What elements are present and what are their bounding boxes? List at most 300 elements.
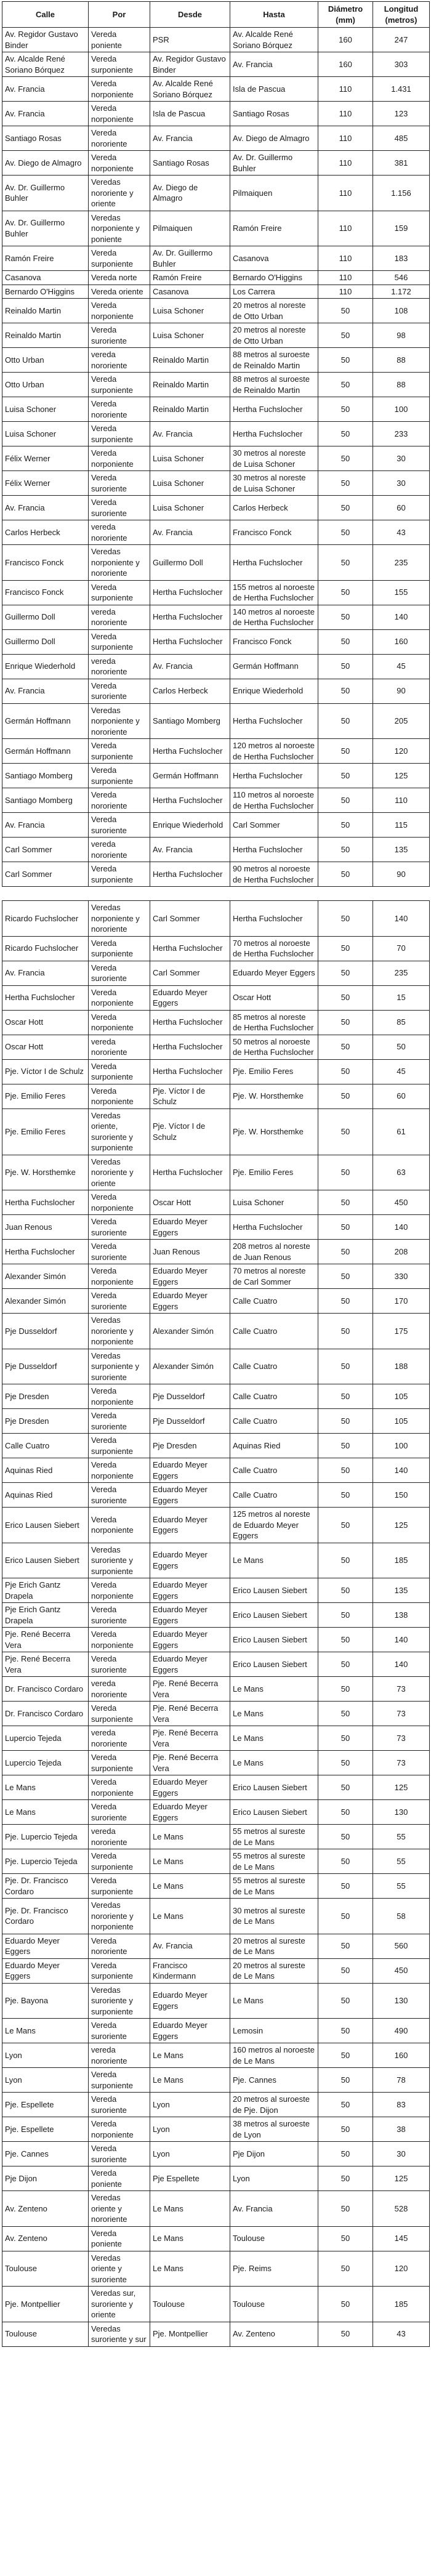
- cell-por: Vereda norponiente: [89, 1264, 150, 1289]
- cell-longitud: 138: [373, 1603, 430, 1628]
- table-row: [2, 1434, 430, 1458]
- table-row: [2, 1409, 430, 1434]
- cell-desde: Santiago Momberg: [150, 703, 230, 739]
- table-row: [2, 1190, 430, 1215]
- cell-hasta: Lyon: [230, 2166, 318, 2191]
- cell-hasta: Francisco Fonck: [230, 629, 318, 654]
- cell-longitud: 125: [373, 764, 430, 788]
- table-row: [2, 545, 430, 581]
- cell-calle: Dr. Francisco Cordaro: [2, 1677, 89, 1702]
- cell-longitud: 150: [373, 1483, 430, 1508]
- cell-hasta: Pje. W. Horsthemke: [230, 1108, 318, 1155]
- cell-longitud: 330: [373, 1264, 430, 1289]
- cell-diametro: 50: [318, 471, 373, 496]
- cell-hasta: 30 metros al noreste de Luisa Schoner: [230, 446, 318, 471]
- cell-desde: Eduardo Meyer Eggers: [150, 1543, 230, 1578]
- cell-diametro: 50: [318, 1934, 373, 1958]
- cell-calle: Pje. Lupercio Tejeda: [2, 1849, 89, 1874]
- cell-desde: Santiago Rosas: [150, 151, 230, 176]
- cell-desde: Le Mans: [150, 2226, 230, 2251]
- pipe-table-2: [2, 900, 430, 2347]
- cell-por: Vereda surponiente: [89, 373, 150, 397]
- cell-longitud: 73: [373, 1677, 430, 1702]
- cell-desde: Luisa Schoner: [150, 496, 230, 520]
- cell-calle: Hertha Fuchslocher: [2, 985, 89, 1010]
- cell-desde: Hertha Fuchslocher: [150, 580, 230, 605]
- table-row: [2, 422, 430, 446]
- cell-calle: Pje. Emilio Feres: [2, 1108, 89, 1155]
- table-row: [2, 2142, 430, 2166]
- cell-hasta: Hertha Fuchslocher: [230, 838, 318, 862]
- cell-por: Vereda poniente: [89, 28, 150, 52]
- table-row: [2, 1652, 430, 1677]
- table-row: [2, 2287, 430, 2322]
- cell-desde: Le Mans: [150, 2068, 230, 2093]
- cell-por: Veredas norponiente y nororiente: [89, 545, 150, 581]
- cell-longitud: 60: [373, 1084, 430, 1108]
- table-row: [2, 446, 430, 471]
- table-row: [2, 176, 430, 211]
- cell-calle: Alexander Simón: [2, 1264, 89, 1289]
- cell-longitud: 1.156: [373, 176, 430, 211]
- cell-por: Veredas norponiente y nororiente: [89, 703, 150, 739]
- cell-longitud: 100: [373, 1434, 430, 1458]
- cell-desde: Eduardo Meyer Eggers: [150, 1983, 230, 2019]
- cell-diametro: 50: [318, 1899, 373, 1934]
- cell-por: Vereda suroriente: [89, 1289, 150, 1314]
- cell-desde: Pje. René Becerra Vera: [150, 1677, 230, 1702]
- cell-diametro: 50: [318, 1010, 373, 1035]
- cell-hasta: Calle Cuatro: [230, 1384, 318, 1409]
- cell-calle: Eduardo Meyer Eggers: [2, 1934, 89, 1958]
- cell-desde: Le Mans: [150, 1874, 230, 1899]
- cell-calle: Av. Zenteno: [2, 2191, 89, 2227]
- cell-desde: Eduardo Meyer Eggers: [150, 1775, 230, 1800]
- cell-diametro: 50: [318, 605, 373, 629]
- cell-hasta: 20 metros al suroeste de Pje. Dijon: [230, 2093, 318, 2117]
- cell-desde: Eduardo Meyer Eggers: [150, 1215, 230, 1240]
- cell-longitud: 125: [373, 2166, 430, 2191]
- cell-calle: Av. Francia: [2, 496, 89, 520]
- cell-desde: Pje. René Becerra Vera: [150, 1726, 230, 1751]
- cell-longitud: 88: [373, 373, 430, 397]
- cell-calle: Calle Cuatro: [2, 1434, 89, 1458]
- cell-desde: Carlos Herbeck: [150, 679, 230, 703]
- cell-por: Vereda suroriente: [89, 2093, 150, 2117]
- cell-diametro: 50: [318, 580, 373, 605]
- cell-calle: Reinaldo Martin: [2, 323, 89, 348]
- cell-desde: Eduardo Meyer Eggers: [150, 1578, 230, 1603]
- cell-por: Vereda suroriente: [89, 1652, 150, 1677]
- cell-diametro: 50: [318, 739, 373, 764]
- cell-por: Vereda norponiente: [89, 77, 150, 102]
- cell-por: Vereda suroriente: [89, 1409, 150, 1434]
- cell-calle: Pje. Espellete: [2, 2117, 89, 2142]
- cell-diametro: 110: [318, 102, 373, 126]
- cell-diametro: 50: [318, 1108, 373, 1155]
- cell-longitud: 546: [373, 271, 430, 285]
- cell-por: Vereda nororiente: [89, 397, 150, 422]
- cell-hasta: Carlos Herbeck: [230, 496, 318, 520]
- cell-desde: Av. Dr. Guillermo Buhler: [150, 246, 230, 271]
- cell-calle: Lyon: [2, 2068, 89, 2093]
- cell-hasta: 85 metros al noreste de Hertha Fuchslocher: [230, 1010, 318, 1035]
- cell-longitud: 60: [373, 496, 430, 520]
- cell-calle: Santiago Rosas: [2, 126, 89, 151]
- cell-calle: Av. Francia: [2, 77, 89, 102]
- table-row: [2, 1289, 430, 1314]
- table-row: [2, 2322, 430, 2346]
- cell-hasta: 88 metros al suroeste de Reinaldo Martin: [230, 373, 318, 397]
- cell-diametro: 50: [318, 1059, 373, 1084]
- cell-hasta: Pje. Reims: [230, 2251, 318, 2287]
- table-row: [2, 580, 430, 605]
- table-row: [2, 2166, 430, 2191]
- table-row: [2, 1849, 430, 1874]
- cell-longitud: 108: [373, 299, 430, 323]
- cell-diametro: 50: [318, 323, 373, 348]
- cell-desde: Pje. René Becerra Vera: [150, 1702, 230, 1726]
- cell-longitud: 450: [373, 1958, 430, 1983]
- cell-calle: Le Mans: [2, 1800, 89, 1825]
- cell-hasta: Hertha Fuchslocher: [230, 397, 318, 422]
- cell-por: Vereda surponiente: [89, 52, 150, 77]
- cell-diametro: 50: [318, 1751, 373, 1775]
- cell-desde: Pje. Víctor I de Schulz: [150, 1108, 230, 1155]
- cell-por: Vereda norte: [89, 271, 150, 285]
- cell-desde: Luisa Schoner: [150, 323, 230, 348]
- cell-calle: Enrique Wiederhold: [2, 654, 89, 679]
- cell-longitud: 490: [373, 2019, 430, 2043]
- cell-desde: Carl Sommer: [150, 901, 230, 937]
- cell-hasta: Hertha Fuchslocher: [230, 703, 318, 739]
- cell-por: Vereda norponiente: [89, 1384, 150, 1409]
- cell-desde: Eduardo Meyer Eggers: [150, 1289, 230, 1314]
- cell-hasta: Luisa Schoner: [230, 1190, 318, 1215]
- table-header-row: [2, 2, 430, 28]
- cell-desde: Le Mans: [150, 2043, 230, 2068]
- cell-por: Vereda norponiente: [89, 985, 150, 1010]
- cell-hasta: 155 metros al noroeste de Hertha Fuchslocher: [230, 580, 318, 605]
- table-row: [2, 1628, 430, 1652]
- cell-diametro: 50: [318, 1983, 373, 2019]
- cell-desde: Eduardo Meyer Eggers: [150, 1800, 230, 1825]
- cell-hasta: Bernardo O'Higgins: [230, 271, 318, 285]
- table-row: [2, 1800, 430, 1825]
- cell-por: vereda nororiente: [89, 1677, 150, 1702]
- cell-diametro: 50: [318, 2251, 373, 2287]
- table-row: [2, 1702, 430, 1726]
- cell-longitud: 188: [373, 1349, 430, 1384]
- cell-desde: Reinaldo Martin: [150, 397, 230, 422]
- table-row: [2, 151, 430, 176]
- table-row: [2, 703, 430, 739]
- cell-hasta: Erico Lausen Siebert: [230, 1578, 318, 1603]
- cell-calle: Ramón Freire: [2, 246, 89, 271]
- cell-por: Veredas suroriente y sur: [89, 2322, 150, 2346]
- cell-hasta: 208 metros al noreste de Juan Renous: [230, 1240, 318, 1264]
- cell-diametro: 50: [318, 1483, 373, 1508]
- cell-longitud: 145: [373, 2226, 430, 2251]
- cell-longitud: 70: [373, 936, 430, 961]
- cell-longitud: 140: [373, 1215, 430, 1240]
- cell-por: Vereda norponiente: [89, 1628, 150, 1652]
- cell-desde: Alexander Simón: [150, 1349, 230, 1384]
- table-row: [2, 2226, 430, 2251]
- cell-por: Vereda norponiente: [89, 151, 150, 176]
- cell-desde: Av. Francia: [150, 126, 230, 151]
- table-row: [2, 285, 430, 299]
- cell-hasta: Pje. Emilio Feres: [230, 1059, 318, 1084]
- cell-calle: Pje Erich Gantz Drapela: [2, 1578, 89, 1603]
- cell-calle: Toulouse: [2, 2251, 89, 2287]
- table-row: [2, 1084, 430, 1108]
- cell-hasta: Le Mans: [230, 1983, 318, 2019]
- cell-desde: Toulouse: [150, 2287, 230, 2322]
- cell-por: Vereda poniente: [89, 2166, 150, 2191]
- cell-diametro: 110: [318, 176, 373, 211]
- table-row: [2, 1264, 430, 1289]
- cell-longitud: 63: [373, 1155, 430, 1190]
- cell-desde: Eduardo Meyer Eggers: [150, 1628, 230, 1652]
- cell-desde: Hertha Fuchslocher: [150, 605, 230, 629]
- cell-desde: PSR: [150, 28, 230, 52]
- cell-hasta: Le Mans: [230, 1751, 318, 1775]
- header-desde: Desde: [150, 2, 230, 28]
- cell-desde: Oscar Hott: [150, 1190, 230, 1215]
- cell-por: Veredas oriente, suroriente y surponiente: [89, 1108, 150, 1155]
- cell-calle: Reinaldo Martin: [2, 299, 89, 323]
- table-row: [2, 1934, 430, 1958]
- cell-longitud: 120: [373, 2251, 430, 2287]
- cell-longitud: 560: [373, 1934, 430, 1958]
- cell-desde: Pje Espellete: [150, 2166, 230, 2191]
- table-row: [2, 373, 430, 397]
- cell-por: Veredas norponiente y nororiente: [89, 901, 150, 937]
- cell-longitud: 1.431: [373, 77, 430, 102]
- cell-diametro: 50: [318, 2117, 373, 2142]
- cell-por: vereda nororiente: [89, 1825, 150, 1849]
- cell-hasta: Hertha Fuchslocher: [230, 901, 318, 937]
- cell-desde: Hertha Fuchslocher: [150, 739, 230, 764]
- table-row: [2, 1899, 430, 1934]
- cell-desde: Pje. René Becerra Vera: [150, 1751, 230, 1775]
- cell-hasta: Lemosin: [230, 2019, 318, 2043]
- cell-diametro: 50: [318, 2043, 373, 2068]
- cell-hasta: Toulouse: [230, 2287, 318, 2322]
- cell-diametro: 50: [318, 985, 373, 1010]
- cell-desde: Reinaldo Martin: [150, 348, 230, 373]
- cell-hasta: Pje. W. Horsthemke: [230, 1084, 318, 1108]
- table-row: [2, 77, 430, 102]
- cell-longitud: 45: [373, 1059, 430, 1084]
- cell-longitud: 155: [373, 580, 430, 605]
- table-row: [2, 2043, 430, 2068]
- cell-calle: Pje Dusseldorf: [2, 1349, 89, 1384]
- table-row: [2, 1458, 430, 1483]
- table-row: [2, 496, 430, 520]
- cell-longitud: 123: [373, 102, 430, 126]
- cell-longitud: 205: [373, 703, 430, 739]
- table-row: [2, 1603, 430, 1628]
- cell-longitud: 105: [373, 1409, 430, 1434]
- table-row: [2, 838, 430, 862]
- cell-desde: Eduardo Meyer Eggers: [150, 2019, 230, 2043]
- cell-por: Vereda surponiente: [89, 629, 150, 654]
- cell-calle: Oscar Hott: [2, 1010, 89, 1035]
- table-row: [2, 1349, 430, 1384]
- cell-longitud: 235: [373, 961, 430, 985]
- cell-diametro: 50: [318, 422, 373, 446]
- cell-por: Vereda suroriente: [89, 471, 150, 496]
- cell-longitud: 140: [373, 1652, 430, 1677]
- cell-por: Vereda suroriente: [89, 323, 150, 348]
- cell-calle: Hertha Fuchslocher: [2, 1190, 89, 1215]
- table-row: [2, 901, 430, 937]
- cell-diametro: 110: [318, 126, 373, 151]
- table-row: [2, 1108, 430, 1155]
- cell-desde: Reinaldo Martin: [150, 373, 230, 397]
- cell-por: Veredas sur, suroriente y oriente: [89, 2287, 150, 2322]
- cell-desde: Ramón Freire: [150, 271, 230, 285]
- cell-hasta: Ramón Freire: [230, 211, 318, 246]
- cell-desde: Lyon: [150, 2093, 230, 2117]
- cell-por: Vereda surponiente: [89, 1702, 150, 1726]
- cell-calle: Eduardo Meyer Eggers: [2, 1958, 89, 1983]
- cell-diametro: 50: [318, 1825, 373, 1849]
- cell-longitud: 30: [373, 446, 430, 471]
- table-row: [2, 1155, 430, 1190]
- cell-longitud: 50: [373, 1035, 430, 1059]
- cell-longitud: 135: [373, 1578, 430, 1603]
- header-longitud: Longitud (metros): [373, 2, 430, 28]
- cell-calle: Juan Renous: [2, 1215, 89, 1240]
- cell-diametro: 50: [318, 1409, 373, 1434]
- cell-diametro: 50: [318, 520, 373, 545]
- header-por: Por: [89, 2, 150, 28]
- cell-diametro: 50: [318, 2166, 373, 2191]
- cell-longitud: 1.172: [373, 285, 430, 299]
- table-row: [2, 2251, 430, 2287]
- cell-hasta: Calle Cuatro: [230, 1409, 318, 1434]
- cell-calle: Guillermo Doll: [2, 605, 89, 629]
- cell-calle: Pje. Lupercio Tejeda: [2, 1825, 89, 1849]
- cell-diametro: 50: [318, 373, 373, 397]
- cell-por: Vereda suroriente: [89, 1483, 150, 1508]
- cell-diametro: 50: [318, 1578, 373, 1603]
- cell-hasta: Santiago Rosas: [230, 102, 318, 126]
- cell-hasta: Hertha Fuchslocher: [230, 1215, 318, 1240]
- cell-hasta: Pje. Cannes: [230, 2068, 318, 2093]
- cell-por: vereda nororiente: [89, 605, 150, 629]
- cell-calle: Francisco Fonck: [2, 580, 89, 605]
- cell-calle: Pje. Bayona: [2, 1983, 89, 2019]
- cell-diametro: 50: [318, 1726, 373, 1751]
- cell-calle: Pje. Dr. Francisco Cordaro: [2, 1874, 89, 1899]
- cell-por: Vereda norponiente: [89, 1084, 150, 1108]
- cell-hasta: Calle Cuatro: [230, 1314, 318, 1349]
- table-row: [2, 211, 430, 246]
- cell-hasta: Isla de Pascua: [230, 77, 318, 102]
- cell-diametro: 50: [318, 1603, 373, 1628]
- cell-desde: Av. Francia: [150, 838, 230, 862]
- cell-desde: Eduardo Meyer Eggers: [150, 1483, 230, 1508]
- cell-calle: Av. Francia: [2, 813, 89, 838]
- cell-diametro: 50: [318, 397, 373, 422]
- cell-longitud: 45: [373, 654, 430, 679]
- cell-calle: Pje. Espellete: [2, 2093, 89, 2117]
- cell-calle: Av. Francia: [2, 102, 89, 126]
- cell-desde: Eduardo Meyer Eggers: [150, 1652, 230, 1677]
- cell-diametro: 50: [318, 2322, 373, 2346]
- cell-diametro: 50: [318, 862, 373, 887]
- table-row: [2, 739, 430, 764]
- table-row: [2, 520, 430, 545]
- cell-calle: Lyon: [2, 2043, 89, 2068]
- cell-desde: Luisa Schoner: [150, 471, 230, 496]
- cell-por: Vereda suroriente: [89, 1240, 150, 1264]
- cell-hasta: 20 metros al noreste de Otto Urban: [230, 323, 318, 348]
- cell-hasta: Av. Zenteno: [230, 2322, 318, 2346]
- table-row: [2, 52, 430, 77]
- table-row: [2, 961, 430, 985]
- cell-por: vereda nororiente: [89, 520, 150, 545]
- cell-diametro: 50: [318, 1035, 373, 1059]
- cell-diametro: 50: [318, 496, 373, 520]
- cell-diametro: 50: [318, 629, 373, 654]
- table-row: [2, 102, 430, 126]
- cell-por: Veredas oriente y nororiente: [89, 2191, 150, 2227]
- cell-diametro: 50: [318, 764, 373, 788]
- cell-desde: Hertha Fuchslocher: [150, 629, 230, 654]
- cell-diametro: 160: [318, 52, 373, 77]
- cell-desde: Carl Sommer: [150, 961, 230, 985]
- table-row: [2, 1983, 430, 2019]
- cell-por: Vereda surponiente: [89, 1874, 150, 1899]
- table-2-body: [2, 901, 430, 2347]
- cell-desde: Av. Francia: [150, 654, 230, 679]
- cell-longitud: 38: [373, 2117, 430, 2142]
- cell-por: Vereda surponiente: [89, 739, 150, 764]
- cell-longitud: 98: [373, 323, 430, 348]
- cell-longitud: 485: [373, 126, 430, 151]
- cell-desde: Hertha Fuchslocher: [150, 1035, 230, 1059]
- cell-desde: Av. Francia: [150, 520, 230, 545]
- cell-hasta: Germán Hoffmann: [230, 654, 318, 679]
- table-row: [2, 1240, 430, 1264]
- cell-por: vereda nororiente: [89, 2043, 150, 2068]
- cell-hasta: 38 metros al suroeste de Lyon: [230, 2117, 318, 2142]
- header-diametro: Diámetro (mm): [318, 2, 373, 28]
- cell-diametro: 50: [318, 936, 373, 961]
- cell-longitud: 140: [373, 1458, 430, 1483]
- cell-calle: Santiago Momberg: [2, 764, 89, 788]
- table-row: [2, 654, 430, 679]
- cell-diametro: 50: [318, 788, 373, 813]
- cell-hasta: 30 metros al noreste de Luisa Schoner: [230, 471, 318, 496]
- cell-hasta: Av. Francia: [230, 2191, 318, 2227]
- cell-hasta: Le Mans: [230, 1702, 318, 1726]
- cell-longitud: 160: [373, 629, 430, 654]
- cell-por: Vereda surponiente: [89, 246, 150, 271]
- cell-desde: Av. Regidor Gustavo Binder: [150, 52, 230, 77]
- cell-por: vereda nororiente: [89, 654, 150, 679]
- cell-desde: Lyon: [150, 2142, 230, 2166]
- table-row: [2, 1578, 430, 1603]
- cell-diametro: 50: [318, 703, 373, 739]
- cell-calle: Germán Hoffmann: [2, 739, 89, 764]
- cell-por: Veredas nororiente y oriente: [89, 176, 150, 211]
